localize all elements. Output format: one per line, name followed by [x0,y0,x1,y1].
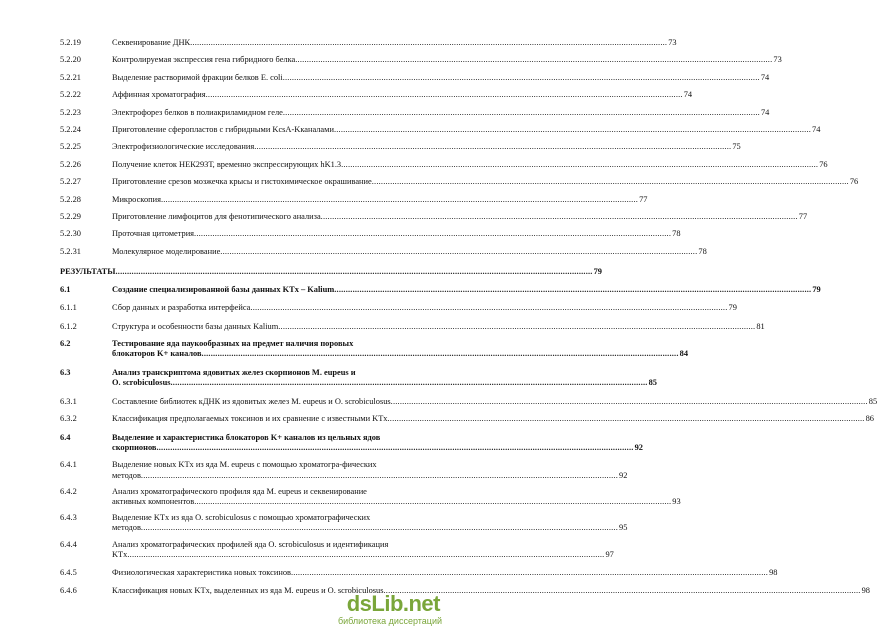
toc-entry-title: Приготовление срезов мозжечка крысы и гистохимическое окрашивание [112,177,372,187]
toc-entry [60,246,707,257]
toc-entry-page: 78 [672,229,681,239]
watermark [324,591,444,631]
toc-entry [60,72,770,83]
toc-leader-dots [341,160,818,170]
toc-entry [60,513,628,533]
toc-entry-title: Секвенирование ДНК [112,38,191,47]
toc-entry-title-line1: Тестирование яда паукообразных на предмет наличия поровых [112,338,354,348]
toc-entry-page: 79 [812,285,821,295]
toc-entry [60,338,689,359]
toc-entry-number: 6.1.1 [60,303,77,313]
toc-leader-dots [161,195,638,205]
toc-leader-dots [194,497,671,507]
toc-leader-dots [250,303,727,313]
toc-entry-number: 5.2.19 [60,38,81,47]
toc-leader-dots [372,177,849,187]
toc-entry-page: 79 [728,303,737,313]
toc-entry [60,38,677,48]
toc-entry-number: 5.2.27 [60,177,81,187]
toc-entry-page: 84 [679,348,689,358]
toc-entry [60,229,681,239]
toc-entry-body [112,246,707,257]
toc-entry-title-line1: Выделение новых KTx из яда M. eupeus с помощью хроматогра-фических [112,460,377,470]
toc-entry-title-line1: Анализ хроматографических профилей яда O. scrobiculosus и идентификация [112,539,389,549]
toc-entry-page: 78 [698,246,707,256]
toc-entry-number: 5.2.25 [60,142,81,152]
toc-entry [60,303,737,313]
toc-leader-dots [170,378,647,388]
toc-entry-body [112,285,821,295]
toc-entry-title: Создание специализированной базы данных KTx – Kalium [112,285,335,295]
toc-entry-title: Электрофорез белков в полиакриламидном геле [112,107,283,117]
results-heading-page: 79 [593,266,602,276]
toc-entry-number: 6.4.5 [60,567,77,577]
toc-entry-page: 92 [634,443,643,453]
toc-entry-page: 92 [619,470,628,480]
toc-entry-title-line2 [112,470,628,481]
toc-entry-number: 5.2.24 [60,124,81,134]
toc-entry-body [112,229,681,239]
toc-entry-page: 75 [732,142,741,152]
toc-entry-page: 76 [819,159,828,169]
toc-entry-body [112,90,693,100]
toc-entry-title: Электрофизиологические исследования [112,142,255,152]
toc-entry-title: Структура и особенности базы данных Kalium [112,321,279,331]
toc-entry-page: 74 [760,72,770,82]
toc-entry-page: 81 [756,321,765,331]
toc-entry-title: Приготовление сферопластов с гибридными KcsA-K [112,124,301,134]
toc-entry-title-line2-text: O. scrobiculosus [112,378,171,388]
toc-entry-number: 6.3 [60,368,71,378]
toc-entry-number: 6.1.2 [60,321,77,331]
toc-entry-page: 98 [861,586,870,596]
toc-entry [60,368,657,388]
toc-entry-body [112,432,643,453]
toc-entry-page: 73 [668,38,677,47]
toc-entry-number: 5.2.28 [60,194,81,204]
toc-entry-title-line2-text: методов [112,470,141,480]
toc-entry-body [112,396,877,407]
watermark-logo: dsLib.net [346,591,440,616]
toc-entry-number: 5.2.29 [60,211,81,221]
toc-leader-dots [220,247,697,257]
toc-entry-title: Проточная цитометрия [112,229,195,239]
toc-entry-body [112,38,677,48]
toc-entry-body [112,338,689,359]
toc-entry-page: 98 [769,567,778,577]
toc-entry-body [112,486,681,507]
toc-leader-dots [116,267,593,277]
toc-entry [60,432,643,453]
toc-entry-title-line2-text: методов [112,523,141,533]
toc-entry-number: 5.2.22 [60,90,81,100]
toc-entry-body [112,303,737,313]
toc-leader-dots [283,73,760,83]
toc-entry-title-line1: Анализ хроматографического профиля яда M. eupeus и секвенирование [112,486,367,496]
toc-entry-number: 5.2.21 [60,72,81,82]
toc-entry-number: 5.2.23 [60,107,81,117]
toc-entry-number: 6.4 [60,432,71,442]
toc-entry-page: 85 [648,378,657,388]
watermark-subtitle: библиотека диссертаций [337,616,442,626]
toc-entry-title: Классификация предполагаемых токсинов и их сравнение с известными KTx [112,413,388,423]
toc-entry-page: 85 [868,396,877,406]
toc-entry-page: 77 [798,211,808,221]
toc-entry-page: 97 [605,549,614,559]
toc-entry-page: 74 [760,107,770,117]
toc-entry-number: 5.2.30 [60,229,81,239]
toc-entry-number: 5.2.20 [60,55,81,65]
toc-leader-dots [127,550,604,560]
toc-entry-title-line2 [112,378,657,388]
toc-entry-title: Сбор данных и разработка интерфейса [112,303,251,313]
results-heading [60,266,602,277]
toc-entry-title: Контролируемая экспрессия гена гибридного белка [112,55,296,65]
toc-entry-page: 76 [849,177,859,187]
toc-entry-body [112,539,614,560]
toc-entry-title-line2 [112,443,643,453]
toc-entry-title-line2-text: скорпионов [112,443,157,453]
toc-leader-dots [202,349,679,359]
toc-entry-title: Микроскопия [112,194,161,204]
toc-entry-body [112,159,828,170]
toc-entry-body [112,194,648,205]
toc-leader-dots [321,212,798,222]
toc-entry [60,211,808,222]
toc-entry [60,413,874,424]
toc-leader-dots [141,523,618,533]
toc-entry [60,486,681,507]
toc-leader-dots [190,38,667,48]
toc-entry-number: 6.4.1 [60,460,77,470]
toc-entry [60,539,614,560]
toc-entry [60,567,778,578]
toc-entry-title-line2 [112,549,614,560]
toc-leader-dots [194,229,671,239]
toc-leader-dots [254,142,731,152]
toc-leader-dots [334,285,811,295]
toc-entry [60,159,828,170]
toc-entry-title: Приготовление лимфоцитов для фенотипического анализа [112,211,321,221]
toc-entry-body [112,124,821,135]
table-of-contents [60,38,877,596]
toc-entry-title-line1: Выделение и характеристика блокаторов K+ каналов из цельных ядов [112,432,381,442]
toc-leader-dots [278,322,755,332]
toc-entry-body [112,368,657,388]
toc-entry-number: 6.3.2 [60,413,77,423]
toc-entry-title: Физиологическая характеристика новых токсинов [112,567,291,577]
toc-entry-title-line2 [112,496,681,507]
toc-entry-body [112,460,628,480]
toc-entry-page: 74 [683,90,693,100]
toc-entry [60,107,770,118]
toc-leader-dots [283,108,760,118]
toc-entry-number: 6.4.2 [60,486,77,496]
toc-entry [60,194,648,205]
toc-entry-body [112,413,874,424]
toc-entry-number: 5.2.26 [60,159,81,169]
toc-entry-title: Составление библиотек кДНК из ядовитых желез M. eupeus и O. scrobiculosus [112,396,391,406]
toc-entry-title-line2-text: активных компонентов [112,496,195,506]
toc-entry-body [112,567,778,578]
toc-leader-dots [156,443,633,453]
toc-entry-body [112,513,628,533]
toc-entry-title-line1: Выделение KTx из яда O. scrobiculosus с помощью хроматографических [112,513,371,523]
toc-entry-number: 6.4.6 [60,586,77,596]
toc-entry-number: 6.4.4 [60,539,77,549]
toc-leader-dots [295,55,772,65]
toc-leader-dots [391,397,868,407]
toc-entry-page: 73 [773,55,782,65]
toc-entry-title-line2 [112,348,689,359]
toc-entry-page: 93 [672,496,681,506]
toc-leader-dots [383,586,860,596]
toc-entry-body [112,107,770,118]
toc-entry [60,142,741,152]
toc-entry-body [112,72,770,83]
toc-leader-dots [291,568,768,578]
toc-entry-title-line2-text: блокаторов K+ каналов [112,348,202,358]
toc-leader-dots [388,414,865,424]
toc-entry-page: 95 [619,523,628,533]
toc-entry-title: Выделение растворимой фракции белков E. coli [112,72,283,82]
toc-entry-page: 86 [865,413,874,423]
toc-entry-title-line2 [112,523,628,533]
toc-entry-body [112,55,782,65]
toc-entry-body [112,177,859,187]
toc-entry [60,321,765,332]
results-heading-body [60,266,602,277]
toc-entry-body [112,211,808,222]
toc-entry-title-suffix: каналами [300,124,334,134]
toc-entry [60,396,877,407]
toc-leader-dots [141,471,618,481]
toc-entry-title: Классификация новых KTx, выделенных из яда M. eupeus и O. scrobiculosus [112,586,384,596]
toc-entry-number: 6.3.1 [60,396,77,406]
toc-entry [60,285,821,295]
toc-entry [60,124,821,135]
toc-entry-number: 6.4.3 [60,513,77,523]
toc-entry [60,460,628,480]
toc-entry-title: Молекулярное моделирование [112,246,221,256]
toc-entry-title: Получение клеток НЕК293Т, временно экспрессирующих hK [112,159,331,169]
toc-entry-title-suffix: 1.3 [330,159,342,169]
toc-entry-page: 77 [639,194,648,204]
toc-entry-page: 74 [812,124,821,134]
toc-entry [60,90,693,100]
toc-entry-body [112,142,741,152]
toc-entry-title-line1: Анализ транскриптома ядовитых желез скорпионов M. eupeus и [112,368,356,378]
toc-entry-number: 6.2 [60,338,71,348]
toc-entry-title: Аффинная хроматография [112,90,206,100]
results-heading-label: РЕЗУЛЬТАТЫ [60,266,116,276]
toc-entry [60,55,782,65]
toc-entry [60,177,859,187]
toc-leader-dots [206,90,683,100]
toc-entry-body [112,321,765,332]
toc-entry-title-line2-text: KTx [112,549,128,559]
toc-entry-number: 5.2.31 [60,246,81,256]
toc-leader-dots [334,125,811,135]
toc-entry-number: 6.1 [60,285,71,295]
